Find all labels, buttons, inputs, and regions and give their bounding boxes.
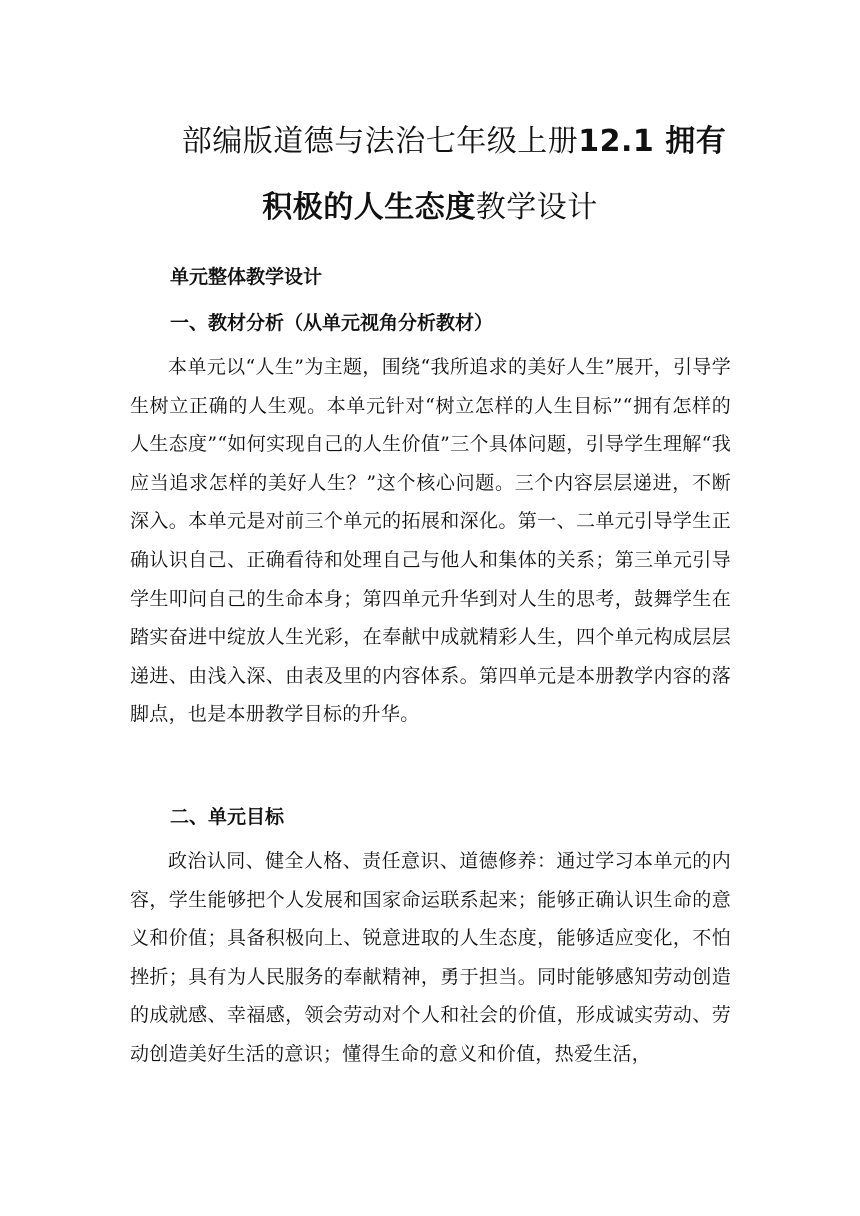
document-title-line-2 — [0, 188, 860, 228]
title-bold-part: 积极的人生态度 — [262, 190, 476, 225]
title-bold-part: 12.1 拥有 — [578, 124, 727, 159]
section-heading-textbook-analysis: 一、教材分析（从单元视角分析教材） — [170, 312, 494, 334]
unit-design-heading: 单元整体教学设计 — [170, 266, 323, 288]
title-normal-part: 部编版道德与法治七年级上册 — [181, 124, 579, 159]
section-heading-unit-goals: 二、单元目标 — [170, 806, 285, 828]
paragraph-unit-goals: 政治认同、健全人格、责任意识、道德修养：通过学习本单元的内容，学生能够把个人发展和国家命运联系起来；能够正确认识生命的意义和价值；具备积极向上、锐意进取的人生态度，能够适应变化，不怕挫折；具有为人民服务的奉献精神，勇于担当。同时能够感知劳动创造的成就感、幸福感，领会劳动对个人和社会的价值，形成诚实劳动、劳动创造美好生活的意识；懂得生命的意义和价值，热爱生活， — [130, 850, 731, 1065]
title-normal-part: 教学设计 — [475, 190, 598, 225]
paragraph-textbook-analysis: 本单元以“人生”为主题，围绕“我所追求的美好人生”展开，引导学生树立正确的人生观。本单元针对“树立怎样的人生目标”“拥有怎样的人生态度”“如何实现自己的人生价值”三个具体问题，引导学生理解“我应当追求怎样的美好人生？”这个核心问题。三个内容层层递进，不断深入。本单元是对前三个单元的拓展和深化。第一、二单元引导学生正确认识自己、正确看待和处理自己与他人和集体的关系；第三单元引导学生叩问自己的生命本身；第四单元升华到对人生的思考，鼓舞学生在踏实奋进中绽放人生光彩，在奉献中成就精彩人生，四个单元构成层层递进、由浅入深、由表及里的内容体系。第四单元是本册教学内容的落脚点，也是本册教学目标的升华。 — [130, 356, 731, 726]
document-title-line-1 — [0, 122, 860, 162]
